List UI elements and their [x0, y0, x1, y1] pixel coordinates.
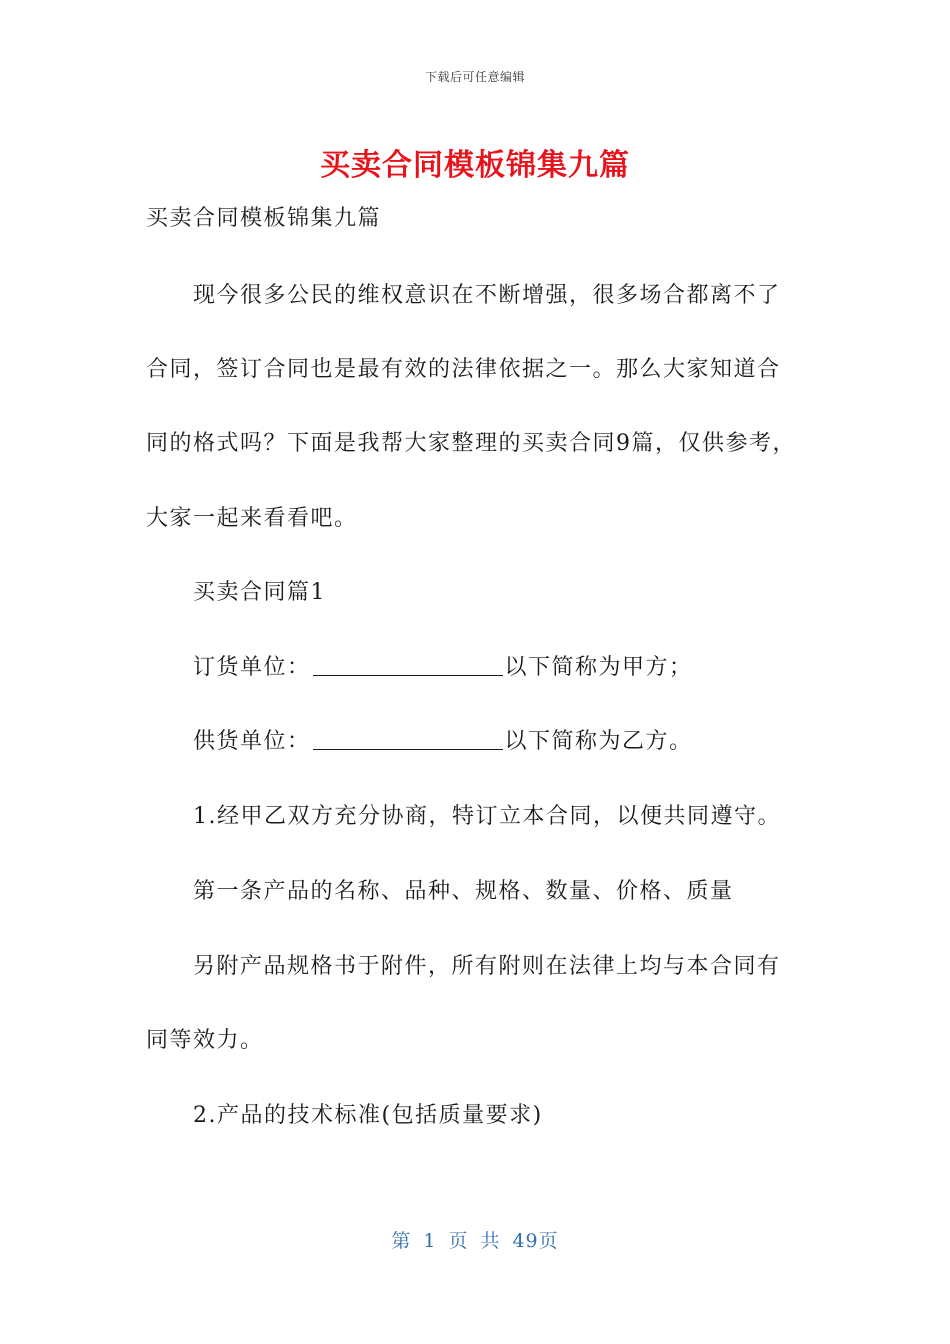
party-a-suffix: 以下简称为甲方； [504, 655, 693, 680]
party-b-suffix: 以下简称为乙方。 [504, 729, 693, 754]
page-footer [0, 1226, 950, 1253]
section-heading: 买卖合同篇1 [193, 580, 326, 605]
intro-line-2: 合同，签订合同也是最有效的法律依据之一。那么大家知道合 [146, 357, 781, 382]
intro-line-1: 现今很多公民的维权意识在不断增强，很多场合都离不了 [193, 283, 781, 308]
attachment-line-1: 另附产品规格书于附件，所有附则在法律上均与本合同有 [193, 954, 781, 979]
intro-line-4: 大家一起来看看吧。 [146, 506, 358, 531]
header-note: 下载后可任意编辑 [424, 70, 525, 84]
footer-total-word: 共 [480, 1230, 501, 1252]
clause-1: 1.经甲乙双方充分协商，特订立本合同，以便共同遵守。 [193, 804, 781, 829]
party-b-line [193, 727, 853, 757]
subtitle-line: 买卖合同模板锦集九篇 [146, 206, 382, 231]
party-b-label: 供货单位： [193, 729, 311, 754]
party-a-blank [313, 655, 503, 676]
party-a-label: 订货单位： [193, 655, 311, 680]
article-1: 第一条产品的名称、品种、规格、数量、价格、质量 [193, 879, 734, 904]
clause-2: 2.产品的技术标准(包括质量要求) [193, 1103, 543, 1128]
document-title: 买卖合同模板锦集九篇 [320, 148, 630, 183]
attachment-line-2: 同等效力。 [146, 1028, 264, 1053]
footer-total-pages: 49页 [512, 1230, 559, 1252]
footer-prefix: 第 [391, 1230, 412, 1252]
party-b-blank [313, 729, 503, 750]
footer-current-page: 1 [423, 1230, 437, 1252]
intro-line-3: 同的格式吗？下面是我帮大家整理的买卖合同9篇，仅供参考， [146, 431, 796, 456]
party-a-line [193, 653, 853, 683]
footer-page-word: 页 [448, 1230, 469, 1252]
